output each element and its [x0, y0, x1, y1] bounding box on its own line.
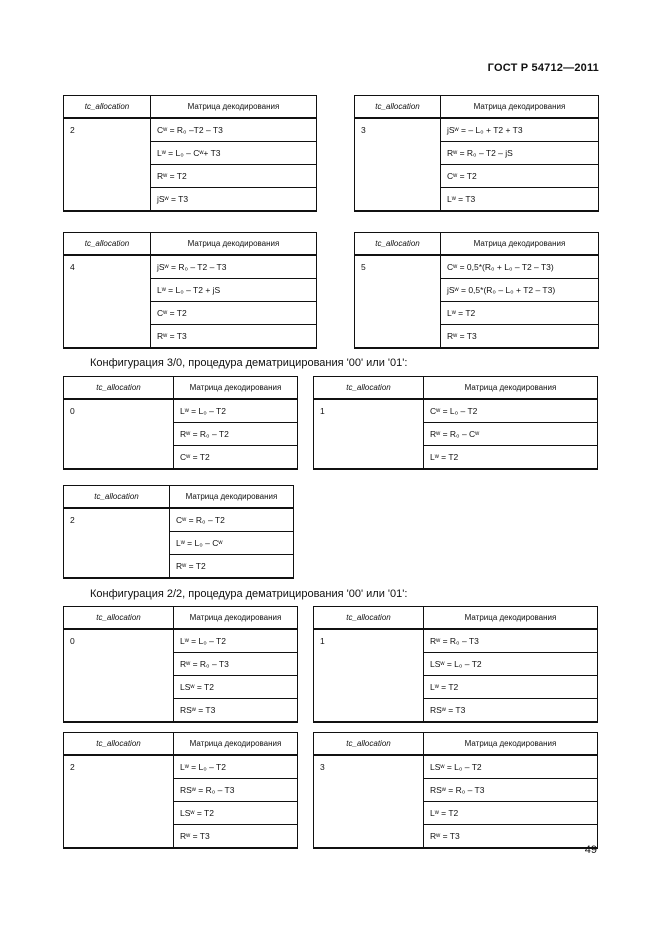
formula-cell: Cʷ = L₀ – T2	[424, 399, 598, 423]
col-header-matrix: Матрица декодирования	[170, 486, 294, 509]
col-header-allocation: tc_allocation	[64, 607, 174, 630]
document-code: ГОСТ Р 54712—2011	[487, 62, 599, 74]
formula-cell: Lʷ = T2	[424, 802, 598, 825]
col-header-matrix: Матрица декодирования	[151, 96, 317, 119]
allocation-value: 0	[64, 399, 174, 469]
col-header-matrix: Матрица декодирования	[441, 96, 599, 119]
formula-cell: LSʷ = L₀ – T2	[424, 653, 598, 676]
decoding-table-alloc-5	[354, 232, 599, 349]
col-header-matrix: Матрица декодирования	[174, 733, 298, 756]
allocation-value: 2	[64, 755, 174, 848]
allocation-value: 0	[64, 629, 174, 722]
col-header-matrix: Матрица декодирования	[174, 607, 298, 630]
formula-cell: RSʷ = R₀ – T3	[174, 779, 298, 802]
formula-cell: Lʷ = L₀ – T2	[174, 629, 298, 653]
formula-cell: Cʷ = R₀ –T2 – T3	[151, 118, 317, 142]
formula-cell: Lʷ = L₀ – Cʷ+ T3	[151, 142, 317, 165]
col-header-allocation: tc_allocation	[64, 96, 151, 119]
allocation-value: 2	[64, 508, 170, 578]
allocation-value: 4	[64, 255, 151, 348]
col-header-matrix: Матрица декодирования	[174, 377, 298, 400]
formula-cell: Rʷ = T2	[151, 165, 317, 188]
decoding-table-2-2-alloc-0	[63, 606, 298, 723]
formula-cell: RSʷ = R₀ – T3	[424, 779, 598, 802]
col-header-matrix: Матрица декодирования	[424, 377, 598, 400]
col-header-allocation: tc_allocation	[314, 377, 424, 400]
col-header-matrix: Матрица декодирования	[424, 733, 598, 756]
col-header-allocation: tc_allocation	[355, 233, 441, 256]
decoding-table-2-2-alloc-1	[313, 606, 598, 723]
formula-cell: Rʷ = R₀ – Cʷ	[424, 423, 598, 446]
formula-cell: RSʷ = T3	[174, 699, 298, 723]
allocation-value: 1	[314, 399, 424, 469]
formula-cell: jSʷ = T3	[151, 188, 317, 212]
col-header-allocation: tc_allocation	[355, 96, 441, 119]
formula-cell: Cʷ = R₀ – T2	[170, 508, 294, 532]
formula-cell: Lʷ = L₀ – T2	[174, 399, 298, 423]
col-header-allocation: tc_allocation	[64, 733, 174, 756]
page-number: 49	[584, 844, 597, 856]
section-caption-2-2: Конфигурация 2/2, процедура дематрицирования '00' или '01':	[90, 588, 408, 600]
formula-cell: RSʷ = T3	[424, 699, 598, 723]
formula-cell: Lʷ = T3	[441, 188, 599, 212]
allocation-value: 1	[314, 629, 424, 722]
allocation-value: 3	[314, 755, 424, 848]
decoding-table-3-0-alloc-2	[63, 485, 294, 579]
formula-cell: Rʷ = T3	[441, 325, 599, 349]
formula-cell: Rʷ = T3	[424, 825, 598, 849]
formula-cell: Rʷ = T3	[151, 325, 317, 349]
formula-cell: jSʷ = R₀ – T2 – T3	[151, 255, 317, 279]
formula-cell: LSʷ = T2	[174, 676, 298, 699]
allocation-value: 2	[64, 118, 151, 211]
formula-cell: LSʷ = T2	[174, 802, 298, 825]
formula-cell: Rʷ = R₀ – T2 – jS	[441, 142, 599, 165]
formula-cell: Cʷ = T2	[151, 302, 317, 325]
decoding-table-2-2-alloc-3	[313, 732, 598, 849]
col-header-matrix: Матрица декодирования	[151, 233, 317, 256]
decoding-table-alloc-4	[63, 232, 317, 349]
section-caption-3-0: Конфигурация 3/0, процедура дематрицирования '00' или '01':	[90, 357, 408, 369]
col-header-allocation: tc_allocation	[64, 377, 174, 400]
decoding-table-2-2-alloc-2	[63, 732, 298, 849]
formula-cell: Rʷ = T3	[174, 825, 298, 849]
formula-cell: Lʷ = L₀ – Cʷ	[170, 532, 294, 555]
formula-cell: jSʷ = – L₀ + T2 + T3	[441, 118, 599, 142]
decoding-table-alloc-3	[354, 95, 599, 212]
col-header-allocation: tc_allocation	[64, 233, 151, 256]
decoding-table-3-0-alloc-0	[63, 376, 298, 470]
allocation-value: 3	[355, 118, 441, 211]
formula-cell: Lʷ = T2	[424, 676, 598, 699]
decoding-table-alloc-2	[63, 95, 317, 212]
allocation-value: 5	[355, 255, 441, 348]
formula-cell: Lʷ = L₀ – T2	[174, 755, 298, 779]
formula-cell: Lʷ = T2	[424, 446, 598, 470]
formula-cell: LSʷ = L₀ – T2	[424, 755, 598, 779]
formula-cell: Rʷ = R₀ – T3	[424, 629, 598, 653]
decoding-table-3-0-alloc-1	[313, 376, 598, 470]
col-header-allocation: tc_allocation	[314, 607, 424, 630]
formula-cell: Lʷ = T2	[441, 302, 599, 325]
col-header-matrix: Матрица декодирования	[424, 607, 598, 630]
formula-cell: Lʷ = L₀ – T2 + jS	[151, 279, 317, 302]
col-header-matrix: Матрица декодирования	[441, 233, 599, 256]
formula-cell: Rʷ = R₀ – T3	[174, 653, 298, 676]
formula-cell: Rʷ = R₀ – T2	[174, 423, 298, 446]
col-header-allocation: tc_allocation	[314, 733, 424, 756]
col-header-allocation: tc_allocation	[64, 486, 170, 509]
formula-cell: Cʷ = T2	[174, 446, 298, 470]
formula-cell: Cʷ = 0,5*(R₀ + L₀ – T2 – T3)	[441, 255, 599, 279]
formula-cell: jSʷ = 0,5*(R₀ – L₀ + T2 – T3)	[441, 279, 599, 302]
formula-cell: Cʷ = T2	[441, 165, 599, 188]
formula-cell: Rʷ = T2	[170, 555, 294, 579]
